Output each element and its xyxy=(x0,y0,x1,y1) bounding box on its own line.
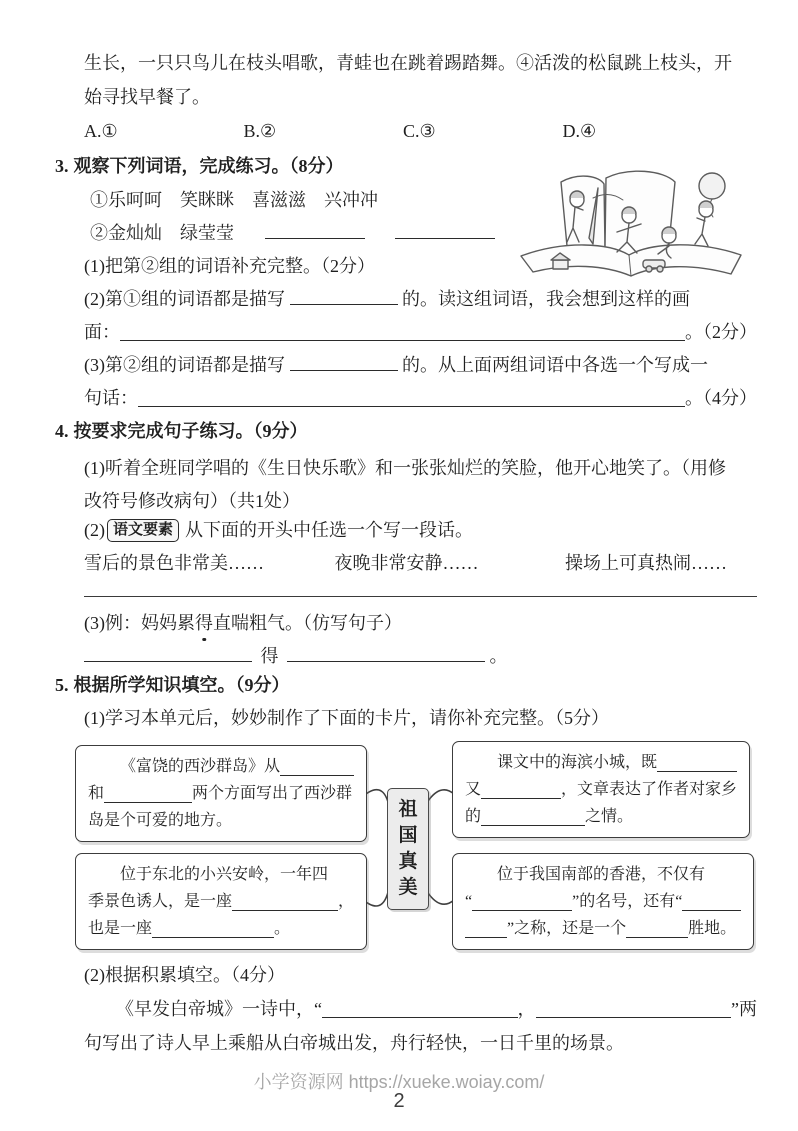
card-xiaoxinganling: 位于东北的小兴安岭，一年四 季景色诱人，是一座 ， 也是一座 。 xyxy=(75,853,367,950)
card-br-blank-3[interactable] xyxy=(465,934,507,938)
card-bl-blank-2[interactable] xyxy=(152,934,274,938)
card-hongkong: 位于我国南部的香港，不仅有 “ ”的名号，还有“ ”之称，还是一个 胜地。 xyxy=(452,853,754,950)
q4-sub1-line2: 改符号修改病句）（共1处） xyxy=(84,491,300,511)
q3-sub2-line1: (2)第①组的词语都是描写 的。读这组词语，我会想到这样的画 xyxy=(84,289,690,309)
q4-sub3-fill-line: 得 。 xyxy=(84,643,508,669)
question-3-title: 3. 观察下列词语，完成练习。（8分） xyxy=(55,156,344,176)
q4-fill-blank-1[interactable] xyxy=(84,658,252,662)
q4-fill-blank-2[interactable] xyxy=(287,658,485,662)
q5-sub2-line1: 《早发白帝城》一诗中，“ ， ”两 xyxy=(116,999,757,1019)
children-book-illustration xyxy=(505,158,757,286)
card-tr-blank-3[interactable] xyxy=(481,822,585,826)
card-tl-blank-2[interactable] xyxy=(104,799,192,803)
question-3-number: 3. xyxy=(55,156,69,176)
card-br-blank-2[interactable] xyxy=(682,907,741,911)
card-br-blank-4[interactable] xyxy=(626,934,688,938)
starter-option-3: 操场上可真热闹…… xyxy=(565,553,727,573)
q4-sub2: (2) 语文要素 从下面的开头中任选一个写一段话。 xyxy=(84,520,474,540)
q3-sub3-line2: 句话： 。（4分） xyxy=(84,388,757,408)
center-node-zuguo-zhenmei: 祖国真美 xyxy=(387,788,429,910)
prev-question-line1: 生长，一只只鸟儿在枝头唱歌，青蛙也在跳着踢踏舞。④活泼的松鼠跳上枝头，开 xyxy=(84,53,732,73)
q5-sub2-line2: 句写出了诗人早上乘船从白帝城出发，舟行轻快，一日千里的场景。 xyxy=(84,1033,624,1053)
q3-sub2-answer-blank[interactable] xyxy=(120,337,685,341)
card-tl-blank-1[interactable] xyxy=(280,772,354,776)
option-c[interactable]: C.③ xyxy=(403,121,436,141)
question-5-title: 5. 根据所学知识填空。（9分） xyxy=(55,675,290,695)
q3-sub2-line2: 面： 。（2分） xyxy=(84,322,757,342)
option-b[interactable]: B.② xyxy=(243,121,277,141)
q5-sub2: (2)根据积累填空。（4分） xyxy=(84,965,285,985)
card-bl-blank-1[interactable] xyxy=(232,907,338,911)
question-5-number: 5. xyxy=(55,675,69,695)
option-a[interactable]: A.① xyxy=(84,121,118,141)
q4-sub1-line1: (1)听着全班同学唱的《生日快乐歌》和一张张灿烂的笑脸，他开心地笑了。（用修 xyxy=(84,458,726,478)
q4-starters-row xyxy=(84,550,727,576)
option-d[interactable]: D.④ xyxy=(562,121,597,141)
answer-options-row xyxy=(84,118,596,144)
question-4-number: 4. xyxy=(55,421,69,441)
q3-group2-blank-1[interactable] xyxy=(265,235,365,239)
card-seaside-town: 课文中的海滨小城，既 又 ，文章表达了作者对家乡 的 之情。 xyxy=(452,741,750,838)
prev-question-line2: 始寻找早餐了。 xyxy=(84,87,210,107)
q3-word-group-1: ①乐呵呵 笑眯眯 喜滋滋 兴冲冲 xyxy=(90,190,378,210)
q5-poem-blank-2[interactable] xyxy=(536,1014,732,1018)
yuwen-yaosu-badge: 语文要素 xyxy=(107,519,179,542)
q3-sub1: (1)把第②组的词语补充完整。（2分） xyxy=(84,256,375,276)
q5-sub1: (1)学习本单元后，妙妙制作了下面的卡片，请你补充完整。（5分） xyxy=(84,708,609,728)
q3-word-group-2: ②金灿灿 绿莹莹 xyxy=(90,220,495,246)
q3-group2-blank-2[interactable] xyxy=(395,235,495,239)
q5-poem-blank-1[interactable] xyxy=(322,1014,518,1018)
question-4-title: 4. 按要求完成句子练习。（9分） xyxy=(55,421,308,441)
footer-site-text: 小学资源网 https://xueke.woiay.com/ xyxy=(253,1072,545,1092)
starter-option-2: 夜晚非常安静…… xyxy=(334,553,479,573)
emphasized-de: 得 xyxy=(195,610,213,636)
starter-option-1: 雪后的景色非常美…… xyxy=(84,553,264,573)
q3-sub3-line1: (3)第②组的词语都是描写 的。从上面两组词语中各选一个写成一 xyxy=(84,355,708,375)
q3-sub3-blank[interactable] xyxy=(290,367,398,371)
mind-map-diagram xyxy=(0,738,798,956)
q4-writing-line[interactable] xyxy=(84,576,757,597)
q4-sub3: (3)例：妈妈累得直喘粗气。（仿写句子） xyxy=(84,610,402,636)
card-br-blank-1[interactable] xyxy=(472,907,572,911)
card-xisha-islands: 《富饶的西沙群岛》从 和 两个方面写出了西沙群 岛是个可爱的地方。 xyxy=(75,745,367,842)
q3-sub2-blank[interactable] xyxy=(290,301,398,305)
card-tr-blank-1[interactable] xyxy=(657,768,737,772)
card-tr-blank-2[interactable] xyxy=(481,795,561,799)
page-number: 2 xyxy=(393,1090,405,1112)
q3-sub3-answer-blank[interactable] xyxy=(138,403,685,407)
